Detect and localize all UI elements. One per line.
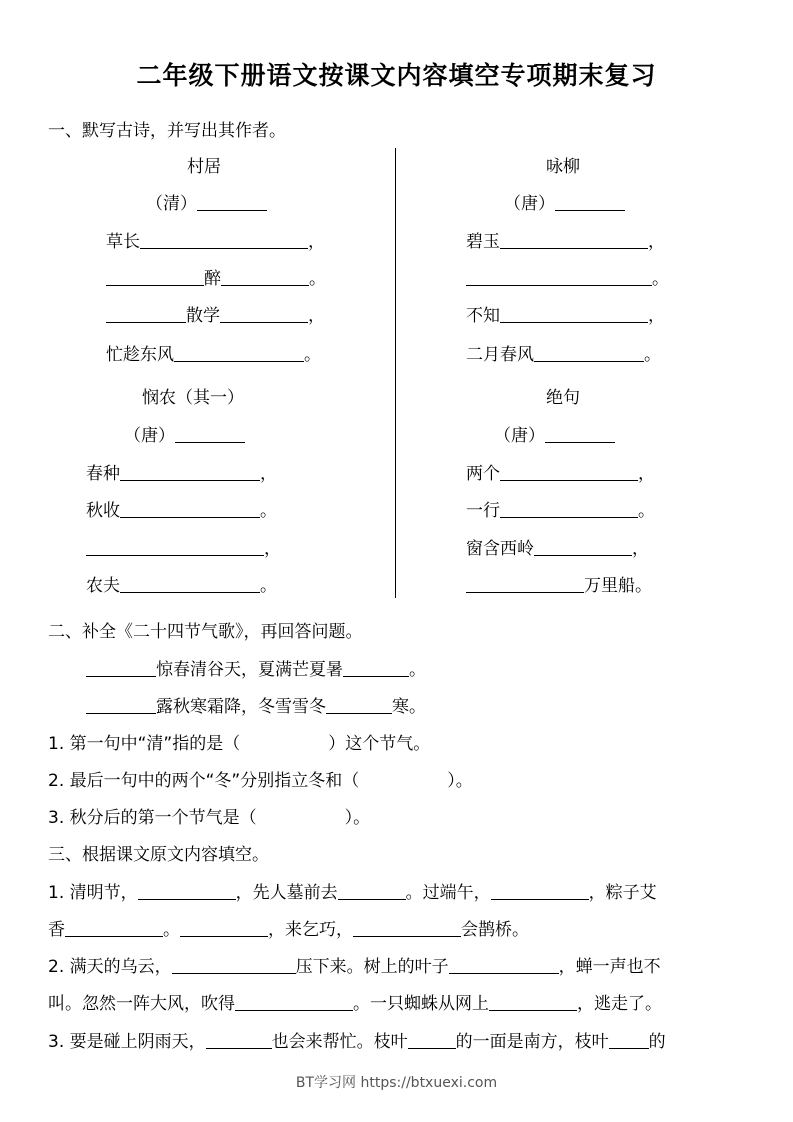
- poem1-author: [146, 189, 267, 214]
- q3-1-l2-prefix: 香: [48, 920, 65, 940]
- poem3-author-prefix: （唐）: [124, 426, 175, 446]
- poem2-line3: [466, 301, 665, 326]
- question-2-2-prefix: 2. 最后一句中的两个“冬”分别指立冬和（: [48, 771, 360, 791]
- poem1-author-prefix: （清）: [146, 194, 197, 214]
- poem3-line2-blank[interactable]: [120, 501, 260, 518]
- poem4-line3-blank[interactable]: [534, 539, 632, 556]
- q3-1-blank-4[interactable]: [65, 920, 163, 937]
- poem4-author-blank[interactable]: [545, 426, 615, 443]
- poem1-line4-prefix: 忙趁东风: [106, 345, 174, 365]
- poem1-line2-blank-a[interactable]: [106, 269, 204, 286]
- question-2-1: [48, 729, 430, 754]
- poem3-line1: [86, 459, 277, 484]
- poem3-line3: [86, 534, 281, 559]
- q3-3-l1-prefix: 3. 要是碰上阴雨天，: [48, 1032, 206, 1052]
- q3-2-blank-4[interactable]: [489, 994, 577, 1011]
- q3-2-l1-text2: 压下来。树上的叶子: [295, 957, 449, 977]
- poem1-line3-blank-a[interactable]: [106, 306, 186, 323]
- q3-1-l2-text4: 会鹊桥。: [461, 920, 529, 940]
- q3-3-l1-text4: 的: [648, 1032, 666, 1052]
- poem2-line1: [466, 227, 665, 252]
- poem4-line4-blank[interactable]: [466, 576, 584, 593]
- question-2-2-suffix: ）。: [447, 771, 473, 791]
- poem2-author-blank[interactable]: [555, 194, 625, 211]
- poem4-line2-prefix: 一行: [466, 501, 500, 521]
- q3-1-l1-text3: 。过端午，: [405, 883, 491, 903]
- poem3-author: [124, 421, 245, 446]
- poem2-line4-prefix: 二月春风: [466, 345, 534, 365]
- poem3-line4-prefix: 农夫: [86, 576, 120, 596]
- poem1-line2-mid: 醉: [204, 269, 221, 289]
- question-2-3: [48, 803, 370, 828]
- question-2-1-prefix: 1. 第一句中“清”指的是（: [48, 734, 241, 754]
- q3-2-l1-prefix: 2. 满天的乌云，: [48, 957, 172, 977]
- poem4-line3: [466, 534, 649, 559]
- section1-heading: 一、默写古诗，并写出其作者。: [48, 121, 286, 141]
- poem4-line1-prefix: 两个: [466, 464, 500, 484]
- poem4-line2: [466, 496, 655, 521]
- poem1-line4-punct: 。: [304, 345, 321, 365]
- q3-1-l2-text3: ，来乞巧，: [268, 920, 353, 940]
- song-line2-blank-a[interactable]: [86, 697, 156, 714]
- q3-3-l1-text2: 也会来帮忙。枝叶: [271, 1032, 408, 1052]
- poem3-line1-prefix: 春种: [86, 464, 120, 484]
- poem2-line2-blank[interactable]: [466, 269, 652, 286]
- question-3-1-line1: [48, 878, 657, 903]
- poem4-line1: [466, 459, 655, 484]
- section2-heading: 二、补全《二十四节气歌》，再回答问题。: [48, 622, 363, 642]
- q3-3-blank-3[interactable]: [609, 1032, 649, 1049]
- poem4-line4-mid: 万里船: [584, 576, 635, 596]
- song-line2-mid: 露秋寒霜降，冬雪雪冬: [156, 697, 326, 717]
- poem4-line1-blank[interactable]: [500, 464, 638, 481]
- q3-1-blank-1[interactable]: [138, 883, 236, 900]
- q3-2-blank-1[interactable]: [172, 957, 296, 974]
- question-3-1-line2: [48, 915, 529, 940]
- section3-heading: 三、根据课文原文内容填空。: [48, 845, 269, 865]
- poem3-line4-blank[interactable]: [120, 576, 260, 593]
- q3-1-l1-text4: ，粽子艾: [588, 883, 657, 903]
- q3-2-blank-3[interactable]: [235, 994, 353, 1011]
- poem2-title: 咏柳: [546, 157, 580, 177]
- q3-3-blank-1[interactable]: [206, 1032, 272, 1049]
- q3-1-l1-prefix: 1. 清明节，: [48, 883, 138, 903]
- poem3-line2: [86, 496, 277, 521]
- poem1-line2-blank-b[interactable]: [221, 269, 309, 286]
- poem1-line3-punct: ，: [308, 306, 325, 326]
- poem4-line3-punct: ，: [632, 539, 649, 559]
- poem1-line4: [106, 340, 321, 365]
- song-line1-end: 。: [409, 660, 426, 680]
- q3-2-blank-2[interactable]: [449, 957, 559, 974]
- poem2-line3-prefix: 不知: [466, 306, 500, 326]
- poem2-line1-blank[interactable]: [500, 232, 648, 249]
- poem1-line4-blank[interactable]: [174, 345, 304, 362]
- poem1-title: 村居: [187, 157, 221, 177]
- solar-term-song-line1: [86, 655, 426, 680]
- page-title: 二年级下册语文按课文内容填空专项期末复习: [136, 61, 657, 90]
- poem4-title: 绝句: [546, 388, 580, 408]
- poem2-line1-prefix: 碧玉: [466, 232, 500, 252]
- q3-1-blank-5[interactable]: [180, 920, 268, 937]
- q3-2-l2-text2: 。一只蜘蛛从网上: [353, 994, 489, 1014]
- poem2-author: [504, 189, 625, 214]
- poem2-line1-punct: ，: [648, 232, 665, 252]
- song-line1-blank-a[interactable]: [86, 660, 156, 677]
- poem1-line1-blank[interactable]: [140, 232, 308, 249]
- question-3-2-line2: [48, 989, 662, 1014]
- poem2-author-prefix: （唐）: [504, 194, 555, 214]
- poem3-line2-punct: 。: [260, 501, 277, 521]
- q3-1-blank-2[interactable]: [338, 883, 406, 900]
- poem1-line3-mid: 散学: [186, 306, 220, 326]
- poem2-line4: [466, 340, 661, 365]
- poem1-author-blank[interactable]: [197, 194, 267, 211]
- poem4-line4: [466, 571, 652, 596]
- poem4-author: [494, 421, 615, 446]
- poem4-line4-punct: 。: [635, 576, 652, 596]
- song-line2-end: 寒。: [392, 697, 426, 717]
- poem4-line1-punct: ，: [638, 464, 655, 484]
- footer-source: BT学习网 https://btxuexi.com: [295, 1075, 498, 1091]
- poem2-line4-punct: 。: [644, 345, 661, 365]
- poem1-line1-prefix: 草长: [106, 232, 140, 252]
- poem3-line4-punct: 。: [260, 576, 277, 596]
- poem1-line2: [106, 264, 326, 289]
- q3-2-l2-text3: ，逃走了。: [577, 994, 662, 1014]
- solar-term-song-line2: [86, 692, 426, 717]
- poem1-line1: [106, 227, 325, 252]
- poem1-line3-blank-b[interactable]: [220, 306, 308, 323]
- question-2-1-suffix: ）这个节气。: [328, 734, 431, 754]
- question-2-3-suffix: ）。: [344, 808, 371, 828]
- song-line1-mid: 惊春清谷天，夏满芒夏暑: [156, 660, 343, 680]
- q3-1-l1-text2: ，先人墓前去: [235, 883, 338, 903]
- q3-3-l1-text3: 的一面是南方，枝叶: [455, 1032, 609, 1052]
- poem4-line2-punct: 。: [638, 501, 655, 521]
- column-divider: [395, 148, 396, 598]
- poem3-author-blank[interactable]: [175, 426, 245, 443]
- poem3-title: 悯农（其一）: [142, 388, 244, 408]
- poem4-line2-blank[interactable]: [500, 501, 638, 518]
- q3-1-blank-3[interactable]: [491, 883, 589, 900]
- question-2-2: [48, 766, 473, 791]
- poem2-line3-punct: ，: [648, 306, 665, 326]
- poem3-line2-prefix: 秋收: [86, 501, 120, 521]
- song-line2-blank-b[interactable]: [326, 697, 392, 714]
- q3-3-blank-2[interactable]: [408, 1032, 456, 1049]
- poem2-line2-punct: 。: [652, 269, 669, 289]
- question-2-3-prefix: 3. 秋分后的第一个节气是（: [48, 808, 257, 828]
- poem3-line1-blank[interactable]: [120, 464, 260, 481]
- poem2-line3-blank[interactable]: [500, 306, 648, 323]
- poem1-line2-punct: 。: [309, 269, 326, 289]
- song-line1-blank-b[interactable]: [343, 660, 409, 677]
- poem1-line1-punct: ，: [308, 232, 325, 252]
- q3-2-l1-text3: ，蝉一声也不: [558, 957, 661, 977]
- q3-1-blank-6[interactable]: [353, 920, 461, 937]
- q3-1-l2-text2: 。: [163, 920, 180, 940]
- poem2-line2: [466, 264, 669, 289]
- poem3-line3-punct: ，: [264, 539, 281, 559]
- q3-2-l2-prefix: 叫。忽然一阵大风，吹得: [48, 994, 235, 1014]
- poem4-author-prefix: （唐）: [494, 426, 545, 446]
- question-3-3-line1: [48, 1027, 666, 1052]
- poem3-line4: [86, 571, 277, 596]
- poem3-line3-blank[interactable]: [86, 539, 264, 556]
- poem3-line1-punct: ，: [260, 464, 277, 484]
- poem2-line4-blank[interactable]: [534, 345, 644, 362]
- poem4-line3-prefix: 窗含西岭: [466, 539, 534, 559]
- question-3-2-line1: [48, 952, 661, 977]
- poem1-line3: [106, 301, 325, 326]
